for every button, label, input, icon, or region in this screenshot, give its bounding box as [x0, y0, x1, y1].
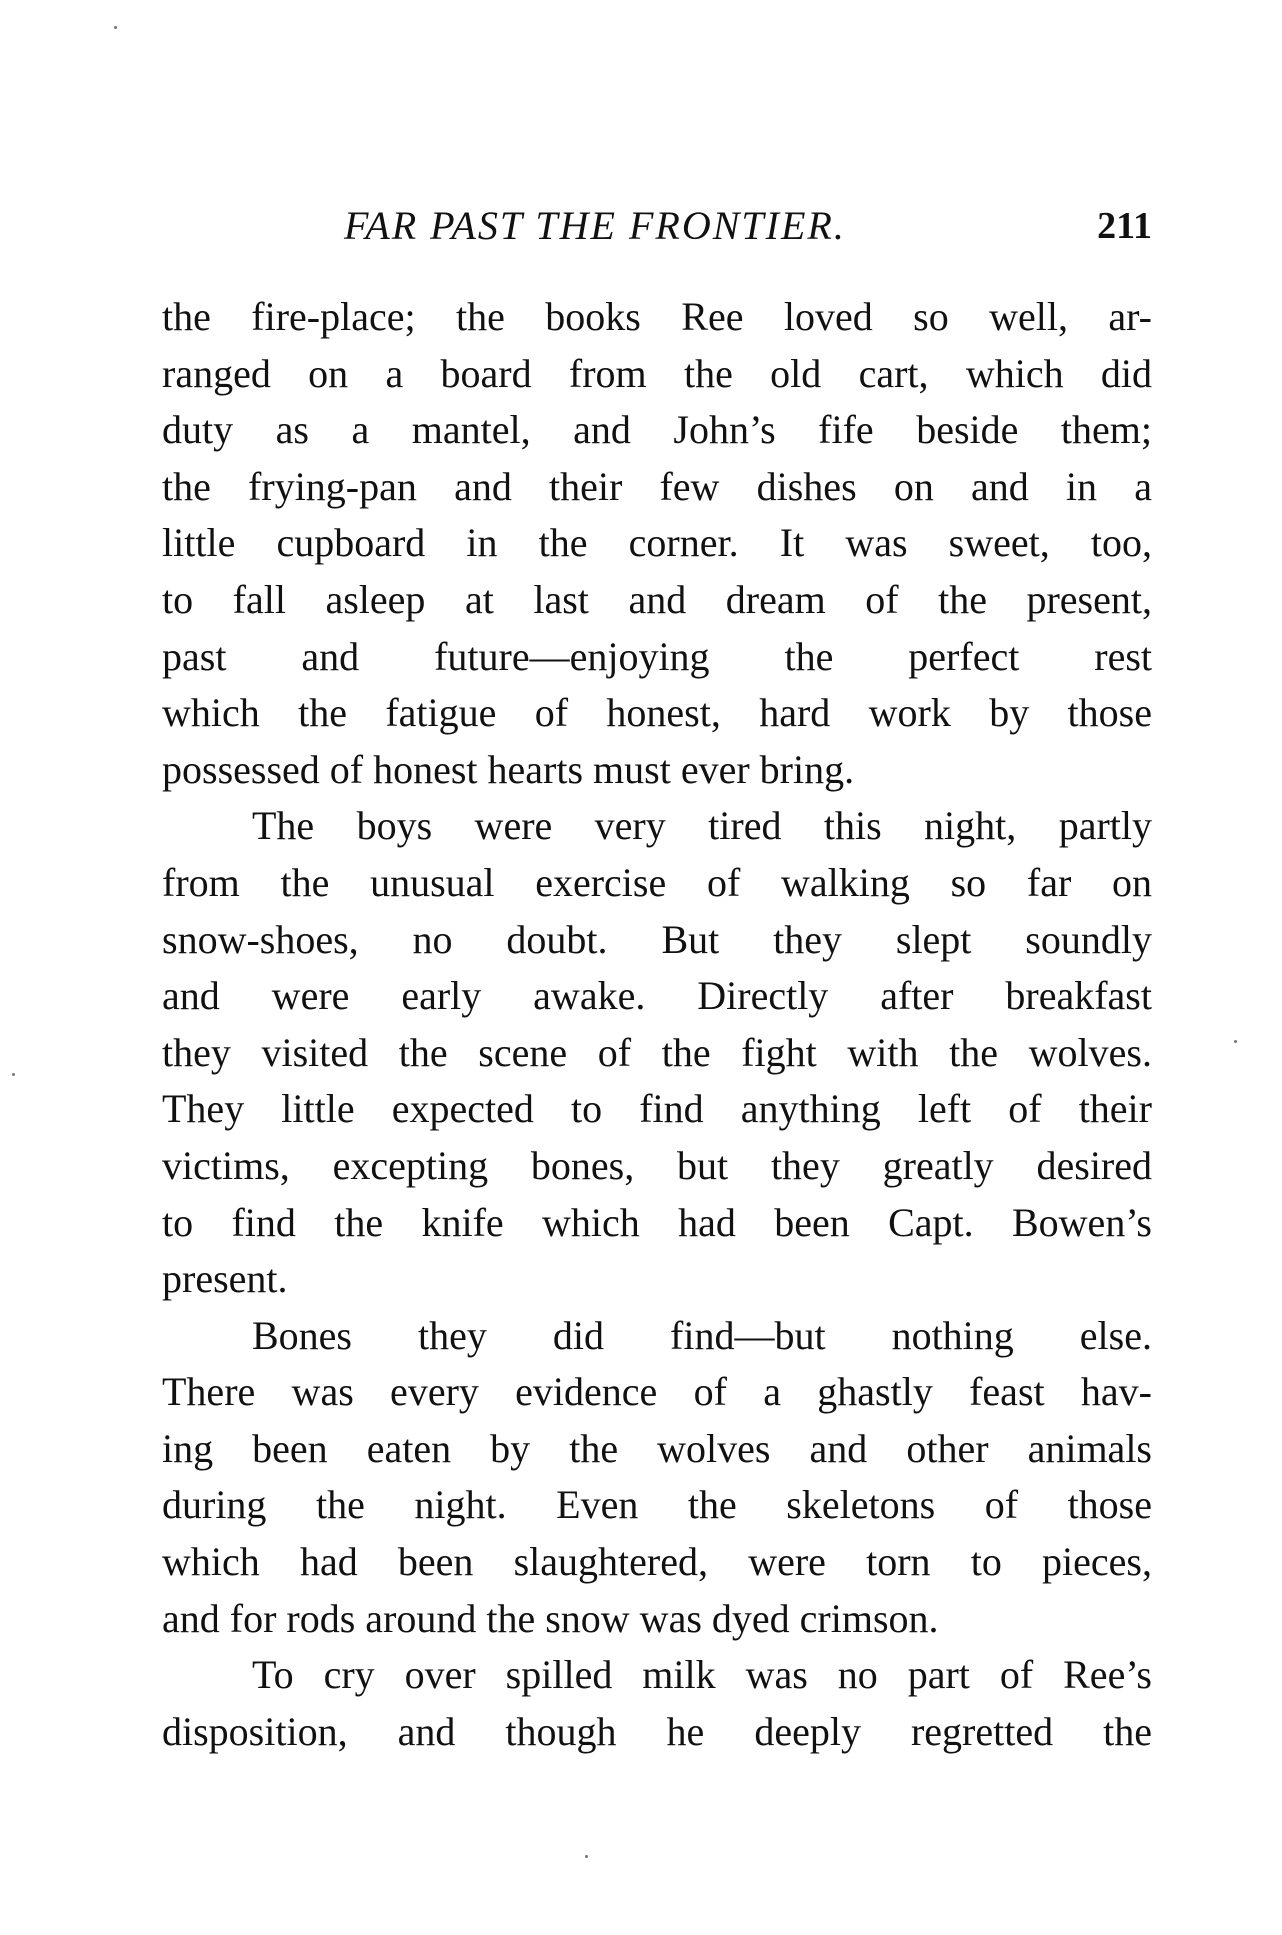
text-line: Bones they did find—but nothing else. — [252, 1312, 1152, 1358]
page-number: 211 — [1097, 205, 1152, 247]
text-line: they visited the scene of the fight with the wolves. — [162, 1029, 1152, 1075]
text-line: the fire-place; the books Ree loved so well, ar- — [162, 294, 1152, 339]
text-line: past and future—enjoying the perfect rest — [162, 633, 1152, 679]
text-line: to fall asleep at last and dream of the present, — [162, 576, 1152, 622]
paper-speck — [12, 1073, 15, 1076]
text-line: victims, excepting bones, but they greatly desired — [162, 1142, 1152, 1188]
paper-speck — [1234, 1040, 1237, 1043]
text-line: They little expected to find anything left of their — [162, 1086, 1152, 1132]
running-head-title: FAR PAST THE FRONTIER. — [344, 203, 846, 248]
text-line: from the unusual exercise of walking so far on — [162, 859, 1152, 905]
text-line: There was every evidence of a ghastly feast hav- — [162, 1369, 1152, 1415]
text-line: and for rods around the snow was dyed crimson. — [162, 1595, 939, 1641]
paper-speck — [114, 26, 117, 29]
text-line: snow-shoes, no doubt. But they slept soundly — [162, 916, 1152, 962]
text-line: ranged on a board from the old cart, which did — [162, 350, 1152, 396]
paper-speck — [585, 1855, 588, 1858]
text-line: present. — [162, 1256, 288, 1302]
text-line: the frying-pan and their few dishes on and in a — [162, 463, 1152, 509]
text-line: duty as a mantel, and John’s fife beside them; — [162, 407, 1152, 453]
text-line: The boys were very tired this night, partly — [252, 803, 1152, 849]
running-head — [162, 196, 1152, 256]
text-line: ing been eaten by the wolves and other animals — [162, 1425, 1152, 1471]
text-line: to find the knife which had been Capt. Bowen’s — [162, 1199, 1152, 1245]
text-line: and were early awake. Directly after breakfast — [162, 973, 1152, 1019]
text-line: little cupboard in the corner. It was sweet, too, — [162, 520, 1152, 566]
body-text — [162, 289, 1152, 1760]
text-line: which the fatigue of honest, hard work by those — [162, 690, 1152, 736]
text-line: To cry over spilled milk was no part of Ree’s — [252, 1652, 1152, 1698]
text-line: which had been slaughtered, were torn to pieces, — [162, 1539, 1152, 1585]
text-line: possessed of honest hearts must ever bring. — [162, 746, 855, 792]
text-line: disposition, and though he deeply regretted the — [162, 1708, 1152, 1754]
text-line: during the night. Even the skeletons of those — [162, 1482, 1152, 1528]
